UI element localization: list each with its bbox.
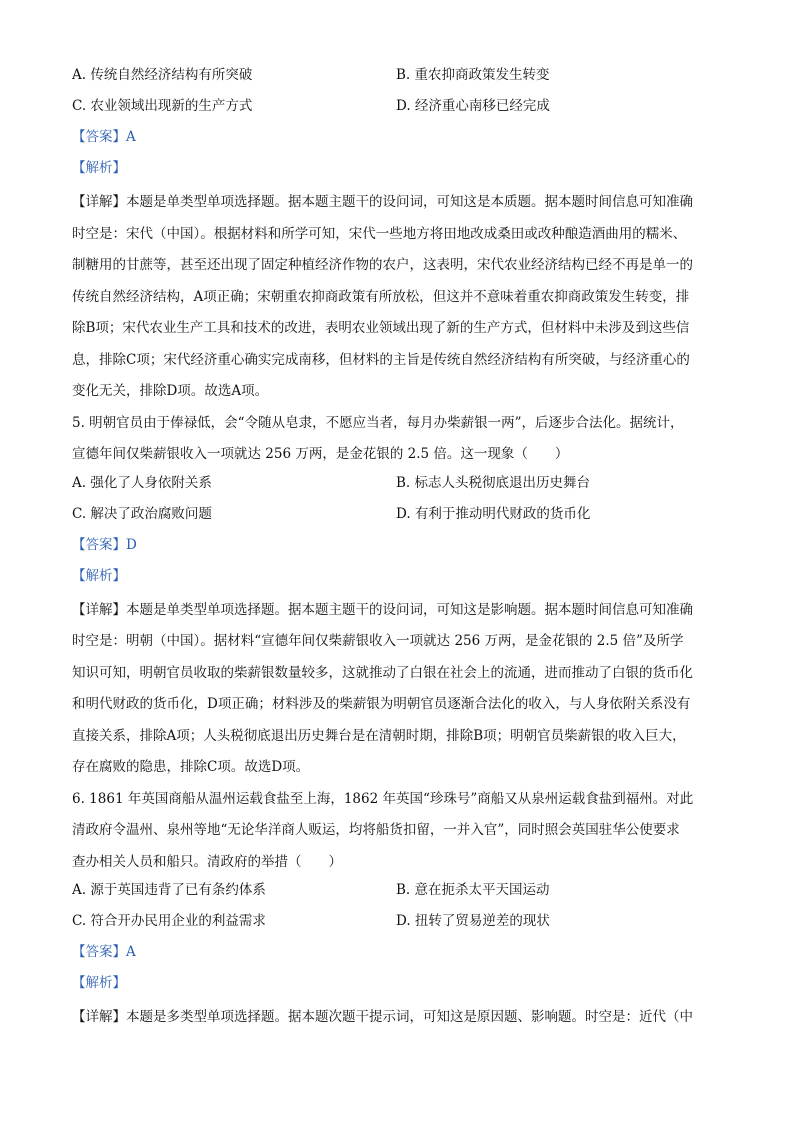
options-row: [72, 94, 722, 125]
detail-line: 变化无关，排除D项。故选A项。: [72, 383, 269, 399]
detail-line: 时空是：明朝（中国）。据材料“宣德年间仅柴薪银收入一项就达 256 万两，是金花银的 2.5 倍”及所学: [72, 633, 684, 649]
detail-line: 【详解】本题是单类型单项选择题。据本题主题干的设问词，可知这是本质题。据本题时间信息可知准确: [72, 194, 693, 210]
question-6: [72, 784, 722, 1034]
stem-line: 宣德年间仅柴薪银收入一项就达 256 万两，是金花银的 2.5 倍。这一现象（ ）: [72, 446, 569, 462]
question-5: [72, 408, 722, 784]
option-a: A. 源于英国违背了已有条约体系: [72, 882, 266, 898]
answer-label: 【答案】A: [72, 944, 136, 960]
detail-line: 存在腐败的隐患，排除C项。故选D项。: [72, 759, 310, 775]
option-c: C. 符合开办民用企业的利益需求: [72, 913, 266, 929]
detail-line: 直接关系，排除A项；人头税彻底退出历史舞台是在清朝时期，排除B项；明朝官员柴薪银的收入巨大，: [72, 727, 686, 744]
option-c: C. 农业领域出现新的生产方式: [72, 98, 253, 114]
analysis-label: 【解析】: [72, 160, 126, 176]
detail-explanation: [72, 1002, 722, 1034]
detail-line: 传统自然经济结构，A项正确；宋朝重农抑商政策有所放松，但这并不意味着重农抑商政策发生转变，排: [72, 288, 690, 305]
stem-line: 清政府令温州、泉州等地“无论华洋商人贩运，均将船货扣留，一并入官”，同时照会英国驻华公使要求: [72, 822, 680, 838]
options-row: [72, 502, 722, 533]
question-stem: [72, 408, 722, 471]
question-4: [72, 63, 722, 408]
detail-explanation: [72, 595, 722, 784]
options-row: [72, 471, 722, 502]
option-a: A. 传统自然经济结构有所突破: [72, 67, 253, 83]
analysis-label: 【解析】: [72, 975, 126, 991]
answer-label: 【答案】A: [72, 129, 136, 145]
answer-label: 【答案】D: [72, 536, 137, 553]
detail-line: 知识可知，明朝官员收取的柴薪银数量较多，这就推动了白银在社会上的流通，进而推动了白银的货币化: [72, 664, 693, 681]
option-a: A. 强化了人身依附关系: [72, 474, 212, 491]
options-row: [72, 63, 722, 94]
analysis-label: 【解析】: [72, 567, 126, 584]
option-c: C. 解决了政治腐败问题: [72, 505, 212, 522]
detail-line: 制糖用的甘蔗等，甚至还出现了固定种植经济作物的农户，这表明，宋代农业经济结构已经不再是单一的: [72, 257, 693, 273]
options-row: [72, 878, 722, 909]
detail-line: 息，排除C项；宋代经济重心确实完成南移，但材料的主旨是传统自然经济结构有所突破，与经济重心的: [72, 351, 690, 368]
stem-line: 5. 明朝官员由于俸禄低，会“令随从皂隶，不愿应当者，每月办柴薪银一两”，后逐步合法化。据统计，: [72, 414, 684, 431]
options-row: [72, 909, 722, 940]
option-d: D. 经济重心南移已经完成: [396, 98, 550, 114]
detail-line: 【详解】本题是单类型单项选择题。据本题主题干的设问词，可知这是影响题。据本题时间信息可知准确: [72, 601, 693, 618]
option-b: B. 标志人头税彻底退出历史舞台: [396, 474, 591, 491]
stem-line: 6. 1861 年英国商船从温州运载食盐至上海，1862 年英国“珍珠号”商船又从泉州运载食盐到福州。对此: [72, 790, 694, 807]
option-d: D. 扭转了贸易逆差的现状: [396, 913, 550, 929]
detail-line: 时空是：宋代（中国）。根据材料和所学可知，宋代一些地方将田地改成桑田或改种酿造酒曲用的糯米、: [72, 225, 687, 242]
option-b: B. 意在扼杀太平天国运动: [396, 882, 550, 898]
stem-line: 查办相关人员和船只。清政府的举措（ ）: [72, 853, 342, 870]
document-page: [72, 63, 722, 1034]
detail-line: 【详解】本题是多类型单项选择题。据本题次题干提示词，可知这是原因题、影响题。时空是：近代（中: [72, 1009, 693, 1025]
option-b: B. 重农抑商政策发生转变: [396, 67, 550, 83]
option-d: D. 有利于推动明代财政的货币化: [396, 505, 591, 522]
detail-line: 除B项；宋代农业生产工具和技术的改进，表明农业领域出现了新的生产方式，但材料中未涉及到这些信: [72, 320, 690, 336]
detail-line: 和明代财政的货币化，D项正确；材料涉及的柴薪银为明朝官员逐渐合法化的收入，与人身依附关系没有: [72, 696, 691, 712]
question-stem: [72, 784, 722, 879]
detail-explanation: [72, 187, 722, 408]
